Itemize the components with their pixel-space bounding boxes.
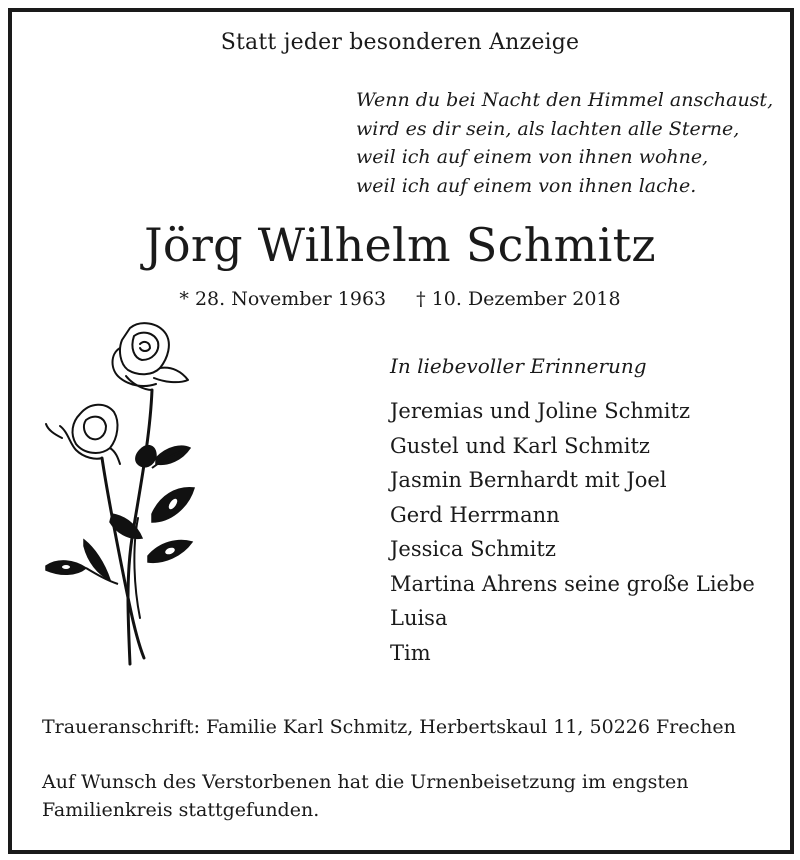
mourners [390, 354, 755, 670]
mourning-address: Traueranschrift: Familie Karl Schmitz, Herbertskaul 11, 50226 Frechen [42, 716, 736, 738]
mourner-name: Tim [390, 640, 431, 665]
deceased-name: Jörg Wilhelm Schmitz [144, 218, 656, 272]
rose-icon [40, 318, 210, 668]
mourner-name: Jeremias und Joline Schmitz [390, 399, 691, 423]
death-date: † 10. Dezember 2018 [416, 288, 621, 310]
birth-date: * 28. November 1963 [179, 288, 387, 310]
mourner-name: Jasmin Bernhardt mit Joel [390, 468, 667, 492]
notice-header: Statt jeder besonderen Anzeige [220, 30, 580, 55]
poem-line: weil ich auf einem von ihnen lache. [356, 174, 697, 197]
remembrance-line: In liebevoller Erinnerung [390, 354, 647, 378]
mourner-name: Martina Ahrens seine große Liebe [390, 571, 755, 596]
poem-line: Wenn du bei Nacht den Himmel anschaust, [356, 89, 774, 111]
life-dates [0, 288, 800, 310]
mourner-name: Gustel und Karl Schmitz [390, 433, 650, 458]
poem [356, 86, 773, 200]
burial-note-line: Auf Wunsch des Verstorbenen hat die Urnenbeisetzung im engsten [42, 771, 689, 793]
mourner-name: Luisa [390, 606, 448, 630]
burial-note [42, 768, 762, 824]
poem-line: weil ich auf einem von ihnen wohne, [356, 146, 709, 168]
burial-note-line: Familienkreis stattgefunden. [42, 799, 320, 821]
mourner-name: Jessica Schmitz [390, 537, 556, 561]
poem-line: wird es dir sein, als lachten alle Sterne, [356, 117, 740, 140]
mourner-name: Gerd Herrmann [390, 502, 560, 527]
